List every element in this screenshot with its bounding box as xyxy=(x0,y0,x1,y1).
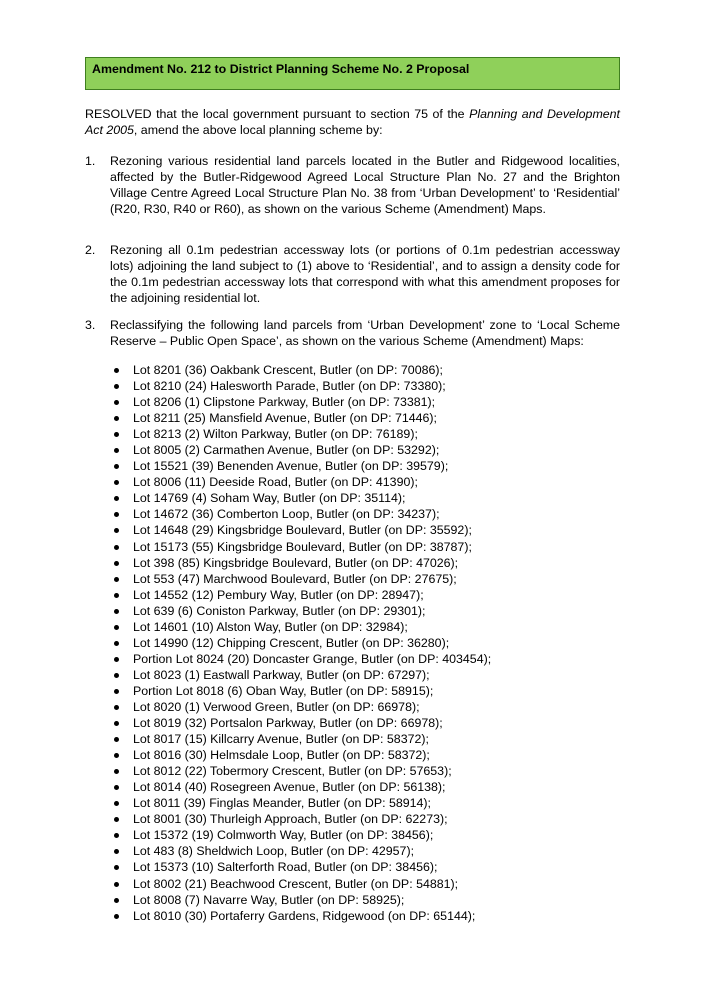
bullet-icon xyxy=(114,609,119,614)
lot-list-item xyxy=(112,859,620,875)
lot-text: Portion Lot 8024 (20) Doncaster Grange, Butler (on DP: 403454); xyxy=(133,651,492,666)
bullet-icon xyxy=(114,368,119,373)
lot-list-item xyxy=(112,699,620,715)
bullet-icon xyxy=(114,561,119,566)
bullet-icon xyxy=(114,705,119,710)
lot-text: Lot 8011 (39) Finglas Meander, Butler (on DP: 58914); xyxy=(133,796,432,811)
bullet-icon xyxy=(114,785,119,790)
lot-list-item xyxy=(112,603,620,619)
lot-text: Lot 8014 (40) Rosegreen Avenue, Butler (on DP: 56138); xyxy=(133,780,446,795)
bullet-icon xyxy=(114,657,119,662)
bullet-icon xyxy=(114,496,119,501)
bullet-icon xyxy=(114,898,119,903)
item-number: 1. xyxy=(85,154,96,168)
lot-list-item xyxy=(112,747,620,763)
bullet-icon xyxy=(114,545,119,550)
proposal-heading xyxy=(85,57,620,90)
lot-text: Lot 8006 (11) Deeside Road, Butler (on DP: 41390); xyxy=(133,475,418,490)
bullet-icon xyxy=(114,882,119,887)
lot-text: Lot 8206 (1) Clipstone Parkway, Butler (on DP: 73381); xyxy=(133,395,436,410)
bullet-icon xyxy=(114,400,119,405)
lot-list-item xyxy=(112,442,620,458)
lot-text: Lot 483 (8) Sheldwich Loop, Butler (on DP: 42957); xyxy=(133,844,415,859)
lot-text: Lot 8012 (22) Tobermory Crescent, Butler (on DP: 57653); xyxy=(133,764,452,779)
bullet-icon xyxy=(114,384,119,389)
lot-text: Lot 15173 (55) Kingsbridge Boulevard, Butler (on DP: 38787); xyxy=(133,539,472,554)
lot-list-item xyxy=(112,378,620,394)
bullet-icon xyxy=(114,625,119,630)
lot-text: Lot 8023 (1) Eastwall Parkway, Butler (on DP: 67297); xyxy=(133,667,430,682)
lot-list-item xyxy=(112,458,620,474)
bullet-icon xyxy=(114,464,119,469)
bullet-icon xyxy=(114,528,119,533)
lot-text: Lot 15372 (19) Colmworth Way, Butler (on DP: 38456); xyxy=(133,828,434,843)
bullet-icon xyxy=(114,416,119,421)
lot-list-item xyxy=(112,908,620,924)
item-text: Reclassifying the following land parcels from ‘Urban Development’ zone to ‘Local Scheme Reserve – Public Open Space’, as shown on the various Scheme (Amendment) Maps: xyxy=(110,318,620,348)
lot-text: Lot 8210 (24) Halesworth Parade, Butler (on DP: 73380); xyxy=(133,379,446,394)
lot-list-item xyxy=(112,410,620,426)
lot-list-item xyxy=(112,795,620,811)
lot-text: Lot 14769 (4) Soham Way, Butler (on DP: 35114); xyxy=(133,491,406,506)
lot-list-item xyxy=(112,779,620,795)
bullet-icon xyxy=(114,432,119,437)
lot-list-item xyxy=(112,362,620,378)
lot-text: Lot 8008 (7) Navarre Way, Butler (on DP: 58925); xyxy=(133,892,405,907)
lot-text: Lot 8001 (30) Thurleigh Approach, Butler (on DP: 62273); xyxy=(133,812,448,827)
resolution-intro xyxy=(85,106,620,138)
bullet-icon xyxy=(114,480,119,485)
lot-list-item xyxy=(112,635,620,651)
lot-text: Lot 8213 (2) Wilton Parkway, Butler (on DP: 76189); xyxy=(133,427,418,442)
lot-text: Lot 8201 (36) Oakbank Crescent, Butler (on DP: 70086); xyxy=(133,363,443,377)
lot-list-item xyxy=(112,490,620,506)
lot-list-item xyxy=(112,555,620,571)
lot-text: Lot 14672 (36) Comberton Loop, Butler (on DP: 34237); xyxy=(133,507,440,522)
lot-text: Lot 14601 (10) Alston Way, Butler (on DP: 32984); xyxy=(133,619,408,634)
lot-text: Lot 8002 (21) Beachwood Crescent, Butler (on DP: 54881); xyxy=(133,876,459,891)
lot-text: Lot 8005 (2) Carmathen Avenue, Butler (on DP: 53292); xyxy=(133,443,440,458)
item-text: Rezoning all 0.1m pedestrian accessway lots (or portions of 0.1m pedestrian accessway lots) adjoining the land subject to (1) above to ‘Residential’, and to assign a density code for the 0.1m pedestrian accessway lots that correspond with what this amendment proposes for the adjoining residential lot. xyxy=(110,243,620,305)
lot-list-item xyxy=(112,892,620,908)
intro-act-title: Planning and Development Act 2005 xyxy=(85,107,620,137)
lot-text: Portion Lot 8018 (6) Oban Way, Butler (on DP: 58915); xyxy=(133,683,434,698)
lot-text: Lot 15521 (39) Benenden Avenue, Butler (on DP: 39579); xyxy=(133,459,449,474)
bullet-icon xyxy=(114,448,119,453)
lot-list-item xyxy=(112,394,620,410)
lot-text: Lot 553 (47) Marchwood Boulevard, Butler (on DP: 27675); xyxy=(133,571,457,586)
lot-list-item xyxy=(112,522,620,538)
bullet-icon xyxy=(114,801,119,806)
bullet-icon xyxy=(114,721,119,726)
bullet-icon xyxy=(114,673,119,678)
lot-text: Lot 8211 (25) Mansfield Avenue, Butler (on DP: 71446); xyxy=(133,411,437,426)
lot-list-item xyxy=(112,506,620,522)
bullet-icon xyxy=(114,753,119,758)
lot-text: Lot 8016 (30) Helmsdale Loop, Butler (on DP: 58372); xyxy=(133,748,430,763)
lot-list-item xyxy=(112,539,620,555)
bullet-icon xyxy=(114,577,119,582)
bullet-icon xyxy=(114,641,119,646)
lot-list-item xyxy=(112,651,620,667)
lot-list-item xyxy=(112,731,620,747)
lot-text: Lot 8019 (32) Portsalon Parkway, Butler (on DP: 66978); xyxy=(133,716,443,731)
lot-list-item xyxy=(112,876,620,892)
intro-after: , amend the above local planning scheme by: xyxy=(133,123,383,137)
lot-list-item xyxy=(112,571,620,587)
lot-list-item xyxy=(112,619,620,635)
lot-text: Lot 14648 (29) Kingsbridge Boulevard, Butler (on DP: 35592); xyxy=(133,523,472,538)
numbered-item-3 xyxy=(85,317,620,349)
lot-list-item xyxy=(112,843,620,859)
item-number: 3. xyxy=(85,318,96,332)
lot-text: Lot 639 (6) Coniston Parkway, Butler (on DP: 29301); xyxy=(133,603,426,618)
lot-list-item xyxy=(112,763,620,779)
intro-before: RESOLVED that the local government pursuant to section 75 of the xyxy=(85,107,470,121)
bullet-icon xyxy=(114,689,119,694)
numbered-item-1 xyxy=(85,153,620,217)
lot-text: Lot 8017 (15) Killcarry Avenue, Butler (on DP: 58372); xyxy=(133,732,429,747)
lot-text: Lot 398 (85) Kingsbridge Boulevard, Butler (on DP: 47026); xyxy=(133,555,459,570)
lot-list-item xyxy=(112,683,620,699)
lot-text: Lot 14990 (12) Chipping Crescent, Butler (on DP: 36280); xyxy=(133,635,450,650)
lot-list-item xyxy=(112,827,620,843)
lot-list-item xyxy=(112,667,620,683)
bullet-icon xyxy=(114,865,119,870)
lot-text: Lot 8020 (1) Verwood Green, Butler (on DP: 66978); xyxy=(133,699,420,714)
lot-text: Lot 15373 (10) Salterforth Road, Butler (on DP: 38456); xyxy=(133,860,438,875)
bullet-icon xyxy=(114,593,119,598)
lot-list-item xyxy=(112,474,620,490)
bullet-icon xyxy=(114,512,119,517)
lot-list-item xyxy=(112,715,620,731)
lot-list xyxy=(112,362,620,924)
bullet-icon xyxy=(114,849,119,854)
bullet-icon xyxy=(114,914,119,919)
lot-list-item xyxy=(112,811,620,827)
lot-text: Lot 14552 (12) Pembury Way, Butler (on DP: 28947); xyxy=(133,587,424,602)
bullet-icon xyxy=(114,769,119,774)
item-text: Rezoning various residential land parcels located in the Butler and Ridgewood localities, affected by the Butler-Ridgewood Agreed Local Structure Plan No. 27 and the Brighton Village Centre Agreed Local Structure Plan No. 38 from ‘Urban Development’ to ‘Residential’ (R20, R30, R40 or R60), as shown on the various Scheme (Amendment) Maps. xyxy=(110,154,620,216)
lot-list-item xyxy=(112,426,620,442)
bullet-icon xyxy=(114,737,119,742)
bullet-icon xyxy=(114,833,119,838)
item-number: 2. xyxy=(85,243,96,257)
lot-text: Lot 8010 (30) Portaferry Gardens, Ridgewood (on DP: 65144); xyxy=(133,908,476,923)
lot-list-item xyxy=(112,587,620,603)
bullet-icon xyxy=(114,817,119,822)
numbered-item-2 xyxy=(85,242,620,306)
proposal-heading-text: Amendment No. 212 to District Planning Scheme No. 2 Proposal xyxy=(92,62,470,76)
